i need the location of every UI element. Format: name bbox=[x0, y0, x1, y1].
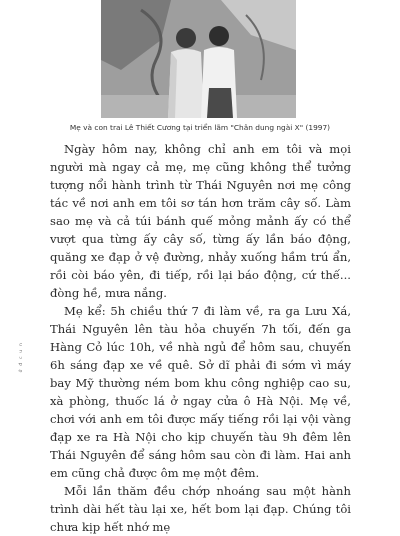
page-side-marker: ở đ c u n bbox=[19, 342, 24, 373]
text-line: su, xà phòng, thuốc lá ở ngay cửa ô Hà Nội. Mẹ về, chơi với bbox=[50, 376, 351, 426]
text-line: cho kịp chuyến tàu 9h đêm lên Thái Nguyên để sáng hôm sau bbox=[50, 430, 351, 462]
text-line: nhà ngủ để hôm sau, chuyến 6h sáng đạp xe về quê. Sở dĩ phải bbox=[50, 340, 352, 372]
text-line: Mẹ kể: 5h chiều thứ 7 đi làm về, ra ga Lưu Xá, Thái bbox=[50, 304, 351, 336]
text-line: còn đi làm. Hai anh em cũng chả được ôm mẹ một đêm. bbox=[50, 448, 352, 480]
paragraph bbox=[50, 482, 351, 536]
body-text bbox=[50, 140, 351, 536]
photo-caption: Mẹ và con trai Lê Thiết Cương tại triển lãm "Chân dung ngài X" (1997) bbox=[69, 123, 331, 132]
text-line: tiếp, rồi lại báo động, cứ thế... đòng hề, mưa nắng. bbox=[50, 268, 351, 300]
photo-image bbox=[101, 0, 296, 118]
text-line: Thái Nguyên nơi mẹ công tác về nơi anh em tôi sơ tán hơn bbox=[50, 178, 352, 210]
text-line: Mỗi lần thăm đều chớp nhoáng sau một hành trình dài bbox=[50, 484, 351, 516]
text-line: Ngày hôm nay, không chỉ anh em tôi và mọi người mà bbox=[50, 142, 351, 174]
exhibition-photo bbox=[101, 0, 296, 118]
text-line: Nguyên lên tàu hỏa chuyến 7h tối, đến ga Hàng Cỏ lúc 10h, về bbox=[50, 322, 351, 354]
text-line: đi sớm vì máy bay Mỹ thường ném bom khu công nghiệp cao bbox=[50, 358, 351, 390]
text-line: anh em tôi được mấy tiếng rồi lại vội vàng đạp xe ra Hà Nội bbox=[50, 412, 352, 444]
text-line: hết tàu lại xe, hết bom lại đạp. Chúng tôi chưa kịp hết nhớ mẹ bbox=[50, 502, 352, 534]
text-line: trăm cây số. Làm sao mẹ và cả túi bánh quế mỏng mảnh ấy có bbox=[50, 196, 352, 228]
text-line: thể vượt qua từng ấy cây số, từng ấy lần báo động, quăng xe bbox=[50, 214, 351, 264]
text-line: ngay cả mẹ, mẹ cũng không thể tưởng tượng nổi hành trình từ bbox=[50, 160, 351, 192]
paragraph bbox=[50, 140, 351, 302]
text-line: đạp ở vệ đường, nhảy xuống hầm trú ẩn, rồi còi báo yên, đi bbox=[50, 250, 351, 282]
paragraph bbox=[50, 302, 351, 482]
